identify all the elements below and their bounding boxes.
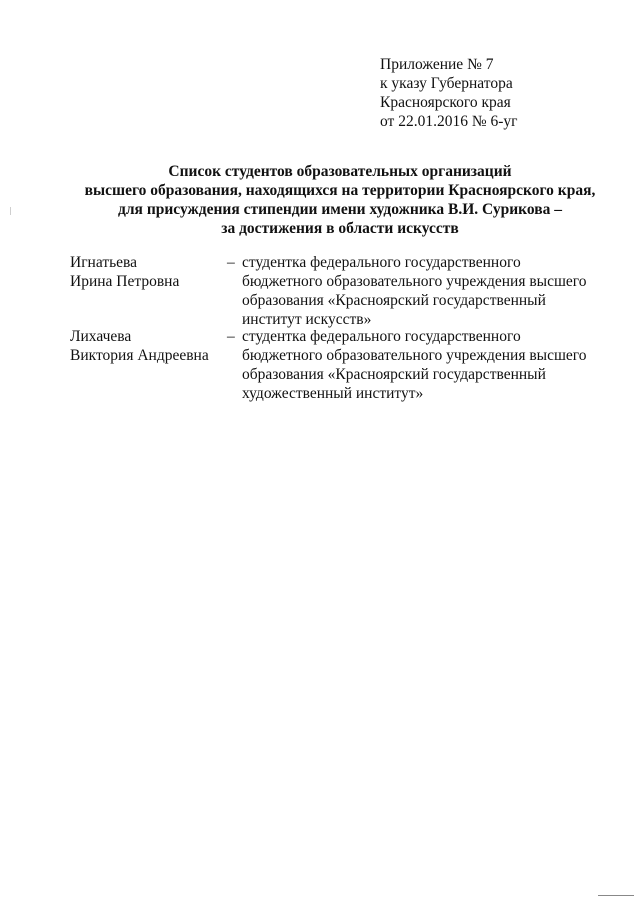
description-line: студентка федерального государственного bbox=[242, 328, 521, 345]
title-line: за достижения в области искусств bbox=[221, 220, 459, 237]
document-title bbox=[60, 162, 620, 238]
appendix-region: Красноярского края bbox=[380, 94, 511, 111]
title-line: для присуждения стипендии имени художника В.И. Сурикова – bbox=[118, 201, 562, 218]
footer-rule bbox=[598, 895, 634, 896]
description-line: бюджетного образовательного учреждения высшего bbox=[242, 273, 587, 290]
description-line: институт искусств» bbox=[242, 311, 372, 328]
student-description bbox=[242, 327, 602, 403]
title-line: Список студентов образовательных организаций bbox=[168, 163, 512, 180]
title-line: высшего образования, находящихся на территории Красноярского края, bbox=[84, 182, 596, 199]
student-given-names: Виктория Андреевна bbox=[70, 347, 209, 364]
appendix-header bbox=[380, 55, 518, 131]
appendix-number: Приложение № 7 bbox=[380, 56, 494, 73]
description-line: студентка федерального государственного bbox=[242, 254, 521, 271]
description-line: образования «Красноярский государственный bbox=[242, 292, 546, 309]
description-line: бюджетного образовательного учреждения высшего bbox=[242, 347, 587, 364]
scan-margin-mark bbox=[10, 207, 11, 215]
student-given-names: Ирина Петровна bbox=[70, 273, 180, 290]
entry-dash: – bbox=[227, 254, 235, 271]
student-surname: Лихачева bbox=[70, 328, 132, 345]
appendix-decree-reference: к указу Губернатора bbox=[380, 75, 513, 92]
entry-dash: – bbox=[227, 328, 235, 345]
student-name bbox=[70, 253, 220, 291]
student-name bbox=[70, 327, 220, 365]
description-line: образования «Красноярский государственный bbox=[242, 366, 546, 383]
appendix-decree-date: от 22.01.2016 № 6-уг bbox=[380, 113, 518, 130]
student-description bbox=[242, 253, 602, 329]
student-surname: Игнатьева bbox=[70, 254, 138, 271]
description-line: художественный институт» bbox=[242, 385, 424, 402]
